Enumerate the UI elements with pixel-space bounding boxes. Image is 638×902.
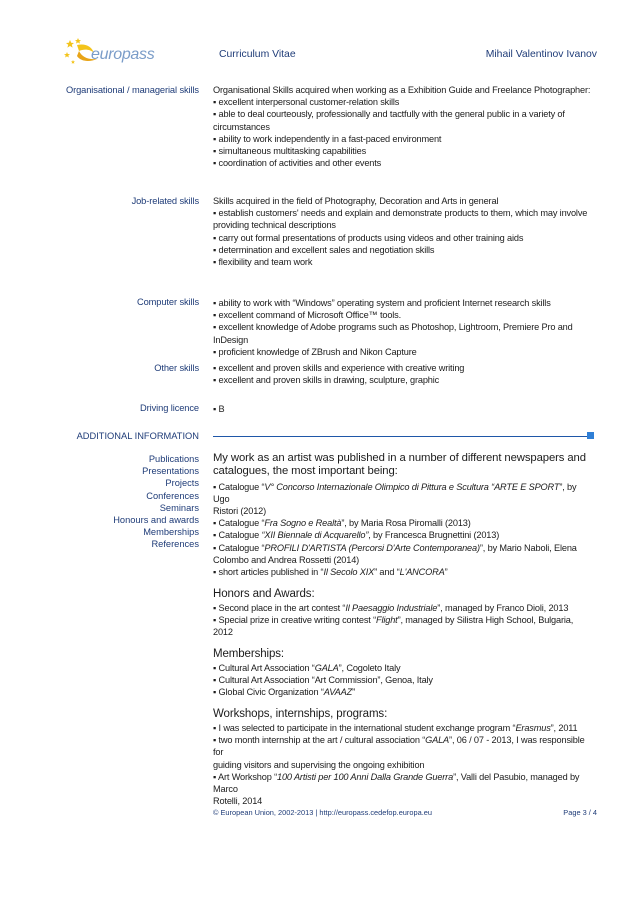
section-divider-square [587, 432, 594, 439]
publication-item: ▪ Catalogue “XII Biennale di Acquarello”, by Francesca Brugnettini (2013) [213, 530, 500, 541]
text-line: ▪ establish customers' needs and explain and demonstrate products to them, which may involve [213, 208, 588, 219]
workshop-item: ▪ two month internship at the art / cultural association “GALA”, 06 / 07 - 2013, I was responsible for [213, 735, 585, 758]
label-references: References [151, 539, 199, 550]
label-seminars: Seminars [159, 502, 199, 513]
text-line: circumstances [213, 121, 270, 132]
workshop-item-cont: Rotelli, 2014 [213, 796, 263, 807]
label-organisational-skills: Organisational / managerial skills [65, 85, 199, 95]
label-computer-skills: Computer skills [136, 297, 199, 307]
text-line: ▪ simultaneous multitasking capabilities [213, 146, 367, 157]
other-skills-text [213, 362, 598, 386]
label-memberships: Memberships [143, 527, 199, 538]
honor-item: ▪ Second place in the art contest “Il Paesaggio Industriale”, managed by Franco Dioli, 2013 [213, 602, 569, 613]
additional-information-heading: ADDITIONAL INFORMATION [76, 431, 199, 441]
text-line: ▪ ability to work with “Windows” operating system and proficient Internet research skills [213, 298, 551, 308]
label-job-related-skills: Job-related skills [131, 196, 199, 206]
publication-item: ▪ Catalogue “V° Concorso Internazionale Olimpico di Pittura e Scultura “ARTE E SPORT”, by Ugo [213, 481, 577, 504]
membership-item: ▪ Cultural Art Association “GALA”, Cogoleto Italy [213, 662, 401, 673]
text-line: ▪ proficient knowledge of ZBrush and Nikon Capture [213, 346, 417, 357]
label-conferences: Conferences [146, 490, 199, 501]
honor-item: ▪ Special prize in creative writing contest “Flight”, managed by Silistra High School, Bulgaria, 2012 [213, 614, 574, 638]
text-line: Skills acquired in the field of Photography, Decoration and Arts in general [213, 196, 499, 206]
text-line: ▪ able to deal courteously, professionally and tactfully with the general public in a variety of [213, 109, 565, 120]
workshop-item-cont: guiding visitors and supervising the ongoing exhibition [213, 759, 425, 770]
job-related-skills-text [213, 195, 598, 268]
text-line: ▪ coordination of activities and other events [213, 158, 382, 169]
publication-item: ▪ Catalogue “PROFILI D'ARTISTA (Percorsi D'Arte Contemporanea)”, by Mario Naboli, Elena [213, 542, 577, 553]
text-line: ▪ flexibility and team work [213, 257, 313, 268]
doc-title: Curriculum Vitae [219, 49, 296, 60]
text-line: ▪ determination and excellent sales and negotiation skills [213, 244, 435, 255]
text-line: ▪ excellent command of Microsoft Office™ tools. [213, 310, 402, 321]
publication-item: ▪ short articles published in “Il Secolo XIX” and “L'ANCORA” [213, 567, 448, 578]
text-line: ▪ excellent interpersonal customer-relation skills [213, 97, 400, 108]
footer-page-number: Page 3 / 4 [563, 808, 597, 817]
publications-intro: My work as an artist was published in a number of different newspapers and catalogues, the most important being: [213, 452, 586, 478]
label-other-skills: Other skills [154, 363, 199, 373]
europass-logo [64, 37, 174, 67]
workshop-item: ▪ I was selected to participate in the international student exchange program “Erasmus”, 2011 [213, 722, 578, 733]
person-name: Mihail Valentinov Ivanov [485, 49, 597, 60]
label-projects: Projects [165, 478, 199, 489]
workshops-title: Workshops, internships, programs: [213, 708, 388, 721]
publication-item-cont: Colombo and Andrea Rossetti (2014) [213, 554, 360, 565]
text-line: ▪ excellent knowledge of Adobe programs such as Photoshop, Lightroom, Premiere Pro and InDesign [213, 322, 573, 345]
label-honours-awards: Honours and awards [113, 515, 199, 526]
driving-licence-value: ▪ B [213, 404, 225, 414]
section-divider-line [213, 436, 587, 437]
computer-skills-text [213, 297, 598, 358]
additional-info-labels [0, 453, 199, 551]
text-line: providing technical descriptions [213, 220, 336, 231]
workshop-item: ▪ Art Workshop “100 Artisti per 100 Anni Dalla Grande Guerra”, Valli del Pasubio, managed by Marco [213, 771, 580, 794]
label-publications: Publications [148, 454, 199, 464]
europass-logo-text: europass [91, 46, 155, 63]
publication-item: ▪ Catalogue “Fra Sogno e Realtà”, by Maria Rosa Piromalli (2013) [213, 518, 471, 529]
membership-item: ▪ Cultural Art Association “Art Commission”, Genoa, Italy [213, 675, 433, 686]
text-line: ▪ excellent and proven skills and experience with creative writing [213, 363, 465, 373]
memberships-title: Memberships: [213, 648, 285, 661]
membership-item: ▪ Global Civic Organization “AVAAZ” [213, 687, 356, 698]
organisational-skills-text [213, 84, 598, 169]
text-line: Organisational Skills acquired when working as a Exhibition Guide and Freelance Photographer: [213, 85, 591, 95]
publication-item-cont: Ristori (2012) [213, 506, 267, 516]
label-driving-licence: Driving licence [140, 403, 199, 413]
text-line: ▪ carry out formal presentations of products using videos and other training aids [213, 232, 524, 243]
footer-copyright: © European Union, 2002-2013 | http://europass.cedefop.europa.eu [213, 808, 432, 817]
text-line: ▪ excellent and proven skills in drawing, sculpture, graphic [213, 375, 440, 386]
text-line: ▪ ability to work independently in a fast-paced environment [213, 133, 442, 144]
label-presentations: Presentations [142, 466, 199, 477]
additional-info-body [213, 452, 593, 807]
honors-title: Honors and Awards: [213, 588, 315, 601]
